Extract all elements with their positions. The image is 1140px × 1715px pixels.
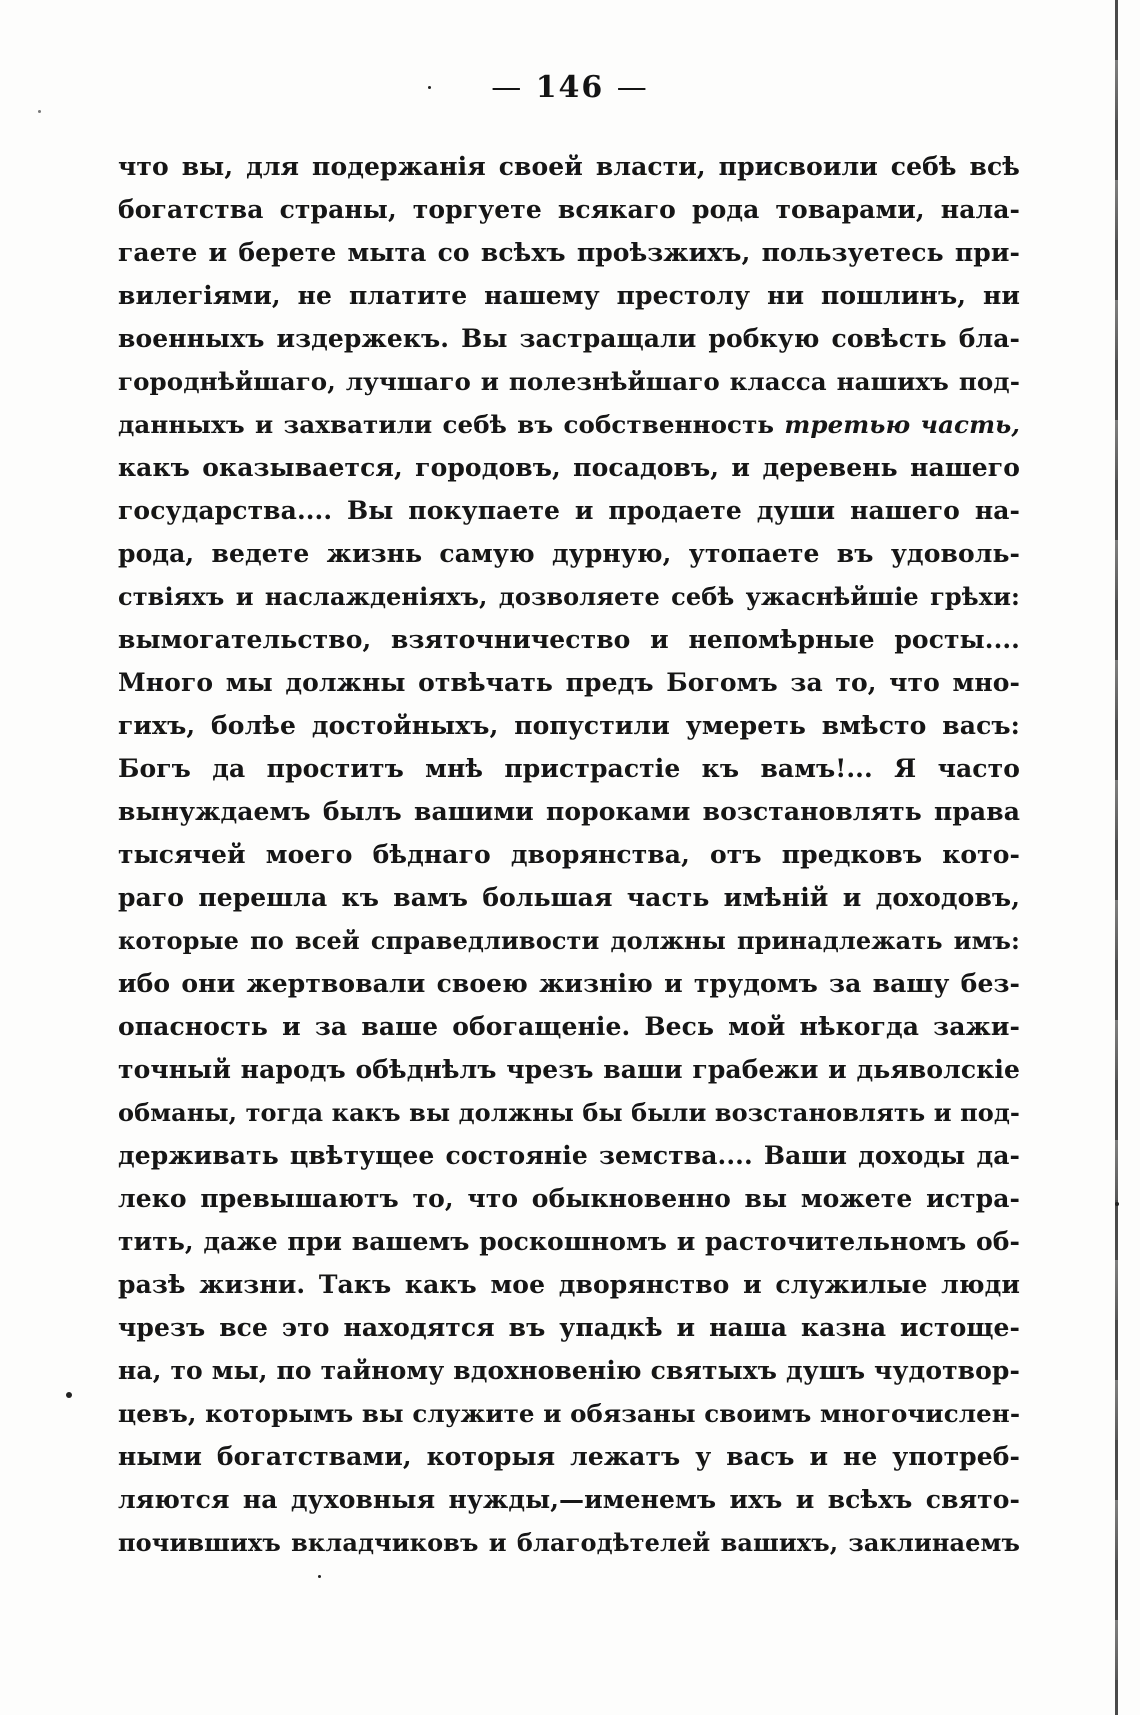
text-line-30: цевъ, которымъ вы служите и обязаны своимъ многочислен-	[118, 1399, 1021, 1428]
text-line-31: ными богатствами, которыя лежатъ у васъ и не употреб-	[118, 1442, 1020, 1471]
text-line-14: гихъ, болѣе достойныхъ, попустили умереть вмѣсто васъ:	[118, 711, 1020, 740]
text-line-3: гаете и берете мыта со всѣхъ проѣзжихъ, пользуетесь при-	[118, 238, 1020, 267]
text-line-9: государства.... Вы покупаете и продаете души нашего на-	[118, 496, 1020, 525]
page-number-dash-left: —	[491, 70, 524, 105]
text-line-7	[118, 403, 1020, 446]
scan-speck	[428, 86, 431, 89]
text-line-28: чрезъ все это находятся въ упадкѣ и наша казна истоще-	[118, 1313, 1020, 1342]
text-line-25: леко превышаютъ то, что обыкновенно вы можете истра-	[118, 1184, 1020, 1213]
text-line-23: обманы, тогда какъ вы должны бы были возстановлять и под-	[118, 1098, 1020, 1127]
scan-speck	[66, 1392, 72, 1398]
text-line-22: точный народъ обѣднѣлъ чрезъ ваши грабежи и дьяволскіе	[118, 1055, 1020, 1084]
text-line-29: на, то мы, по тайному вдохновенію святыхъ душъ чудотвор-	[118, 1356, 1020, 1385]
text-line-5: военныхъ издержекъ. Вы застращали робкую совѣсть бла-	[118, 324, 1020, 353]
text-line-10: рода, ведете жизнь самую дурную, утопаете въ удоволь-	[118, 539, 1020, 568]
text-line-20: ибо они жертвовали своею жизнію и трудомъ за вашу без-	[118, 969, 1020, 998]
text-line-32: ляются на духовныя нужды,—именемъ ихъ и всѣхъ свято-	[118, 1485, 1020, 1514]
body-text	[118, 145, 1020, 1564]
text-line-13: Много мы должны отвѣчать предъ Богомъ за то, что мно-	[118, 668, 1020, 697]
text-line-18: раго перешла къ вамъ большая часть имѣній и доходовъ,	[118, 883, 1020, 912]
text-line-1: что вы, для подержанія своей власти, присвоили себѣ всѣ	[118, 152, 1020, 181]
text-line-11: ствіяхъ и наслажденіяхъ, дозволяете себѣ ужаснѣйшіе грѣхи:	[118, 582, 1020, 611]
page-number-dash-right: —	[616, 70, 649, 105]
text-line-6: городнѣйшаго, лучшаго и полезнѣйшаго класса нашихъ под-	[118, 367, 1020, 396]
text-line-16: вынуждаемъ былъ вашими пороками возстановлять права	[118, 797, 1020, 826]
text-line-24: держивать цвѣтущее состояніе земства.... Ваши доходы да-	[118, 1141, 1020, 1170]
text-line-2: богатства страны, торгуете всякаго рода товарами, нала-	[118, 195, 1020, 224]
page-number-header	[0, 70, 1140, 105]
text-line-15: Богъ да проститъ мнѣ пристрастіе къ вамъ!... Я часто	[118, 754, 1020, 783]
italic-phrase: третью часть,	[784, 410, 1020, 439]
text-line-21: опасность и за ваше обогащеніе. Весь мой нѣкогда зажи-	[118, 1012, 1020, 1041]
scan-speck	[38, 110, 41, 113]
page-edge-shadow	[1115, 0, 1118, 1715]
text-line-27: разѣ жизни. Такъ какъ мое дворянство и служилые люди	[118, 1270, 1020, 1299]
text-line-7-main: данныхъ и захватили себѣ въ собственность	[118, 410, 785, 439]
text-line-19: которые по всей справедливости должны принадлежать имъ:	[118, 926, 1020, 955]
scan-speck	[1115, 1202, 1119, 1206]
scan-speck	[318, 1575, 321, 1578]
text-line-4: вилегіями, не платите нашему престолу ни пошлинъ, ни	[118, 281, 1020, 310]
text-line-33: почившихъ вкладчиковъ и благодѣтелей вашихъ, заклинаемъ	[118, 1528, 1020, 1557]
text-line-8: какъ оказывается, городовъ, посадовъ, и деревень нашего	[118, 453, 1020, 482]
page-number: 146	[535, 70, 605, 105]
text-line-17: тысячей моего бѣднаго дворянства, отъ предковъ кото-	[118, 840, 1020, 869]
text-line-26: тить, даже при вашемъ роскошномъ и расточительномъ об-	[118, 1227, 1020, 1256]
text-line-12: вымогательство, взяточничество и непомѣрные росты....	[118, 625, 1020, 654]
